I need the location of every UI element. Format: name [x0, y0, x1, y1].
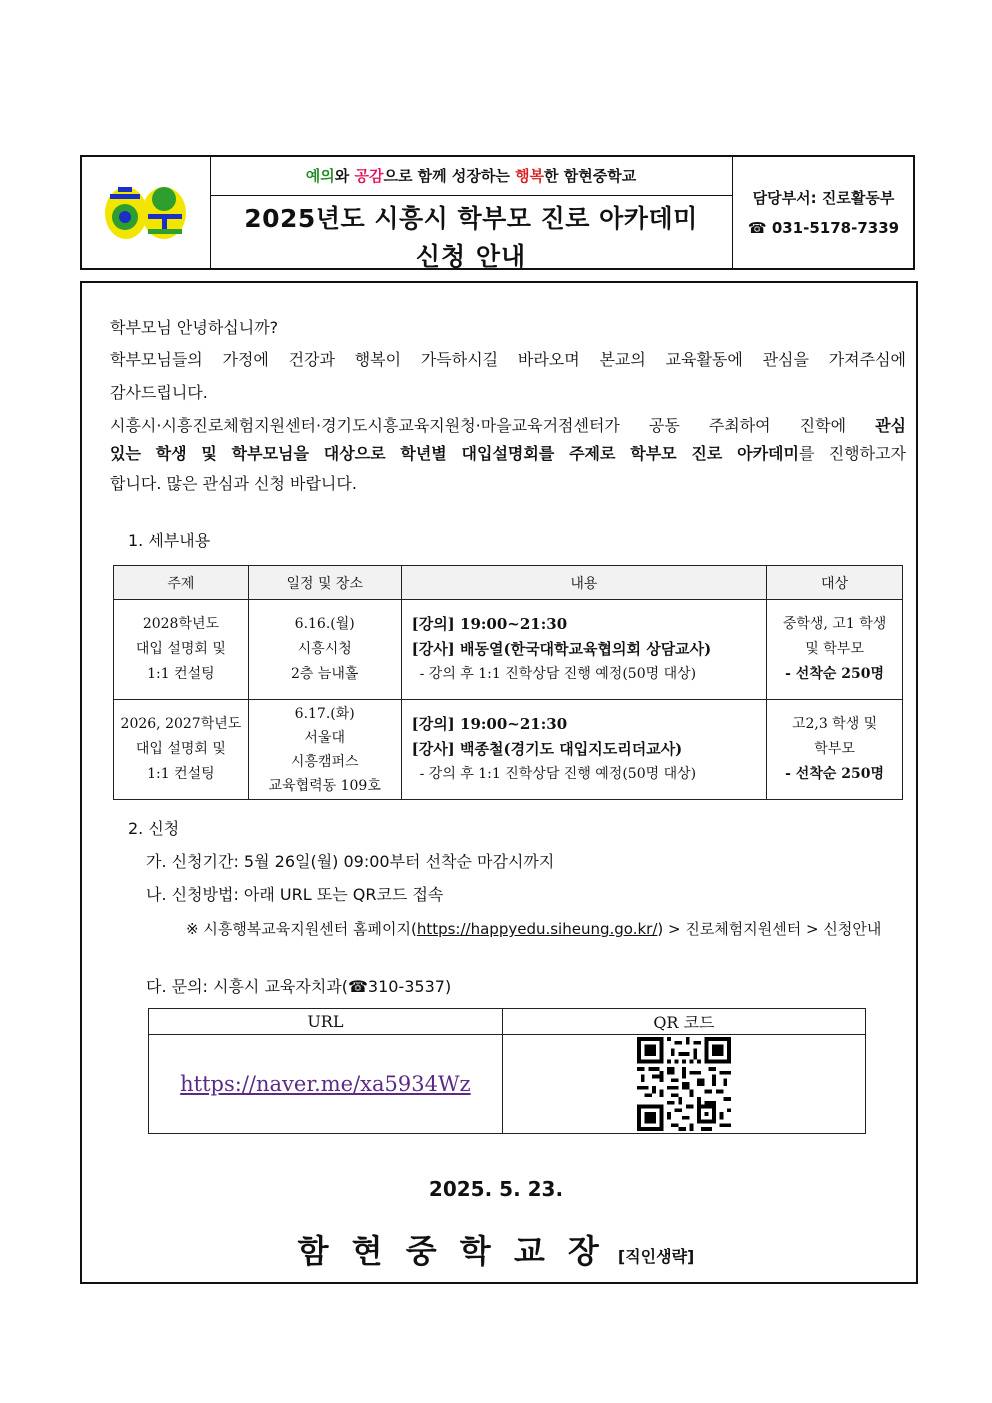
principal-name: 함 현 중 학 교 장 [297, 1232, 605, 1270]
topic-line: 1:1 컨설팅 [147, 666, 215, 682]
place-line: 2층 늠내홀 [290, 666, 359, 682]
school-slogan [210, 157, 732, 196]
place-line: 시흥시청 [297, 641, 352, 657]
slogan-text: 한 함현중학교 [544, 167, 637, 185]
slogan-word-empathy: 공감 [354, 167, 384, 185]
table-header-row [114, 566, 903, 600]
qr-cell [502, 1035, 865, 1134]
target-cell [767, 600, 903, 700]
place-line: 6.17.(화) [294, 705, 355, 722]
path-note-text: ) > 진로체험지원센터 > 신청안내 [657, 920, 882, 938]
seal-omitted-note: [직인생략] [617, 1247, 695, 1266]
body-emphasis: 관심 [875, 416, 906, 435]
header-schedule-place: 일정 및 장소 [248, 566, 401, 600]
content-cell [401, 700, 767, 800]
section2-title: 2. 신청 [128, 819, 180, 838]
consulting-note: - 강의 후 1:1 진학상담 진행 예정(50명 대상) [419, 666, 697, 682]
greeting: 학부모님 안녕하십니까? [110, 318, 279, 337]
topic-line: 대입 설명회 및 [135, 741, 226, 757]
slogan-text: 와 [334, 167, 355, 185]
signature [0, 1226, 992, 1272]
target-line: 고2,3 학생 및 [791, 716, 878, 732]
place-line: 6.16.(월) [294, 616, 355, 632]
body-text: 시흥시·시흥진로체험지원센터·경기도시흥교육지원청·마을교육거점센터가 공동 주최하여 진학에 [110, 416, 876, 435]
section1-title: 1. 세부내용 [128, 531, 211, 550]
target-line: 중학생, 고1 학생 [782, 616, 887, 632]
title-cell [210, 157, 732, 271]
target-line: 학부모 [814, 741, 855, 757]
header-target: 대상 [767, 566, 903, 600]
qr-code-icon[interactable] [637, 1037, 731, 1131]
place-line: 서울대 [304, 729, 345, 746]
slogan-word-courtesy: 예의 [305, 167, 335, 185]
header-topic: 주제 [114, 566, 249, 600]
body-text: 를 진행하고자 [798, 444, 906, 463]
path-note-text: ※ 시흥행복교육지원센터 홈페이지( [186, 920, 417, 938]
place-cell [248, 600, 401, 700]
topic-line: 2028학년도 [142, 616, 220, 632]
topic-line: 1:1 컨설팅 [147, 766, 215, 782]
path-note [186, 917, 886, 941]
department-cell [732, 157, 914, 268]
schedule-table [113, 565, 903, 800]
inquiry: 다. 문의: 시흥시 교육자치과(☎310-3537) [146, 977, 452, 996]
content-cell [401, 600, 767, 700]
department-name: 담당부서: 진로활동부 [752, 189, 895, 207]
header-url: URL [149, 1009, 503, 1035]
document-date: 2025. 5. 23. [428, 1177, 564, 1201]
target-capacity: - 선착순 250명 [785, 666, 885, 682]
document-title-line1: 2025년도 시흥시 학부모 진로 아카데미 [244, 204, 698, 233]
slogan-word-happiness: 행복 [515, 167, 545, 185]
consulting-note: - 강의 후 1:1 진학상담 진행 예정(50명 대상) [419, 766, 697, 782]
body-line-3: 합니다. 많은 관심과 신청 바랍니다. [110, 474, 357, 493]
link-table-header [149, 1009, 866, 1035]
apply-period: 가. 신청기간: 5월 26일(월) 09:00부터 선착순 마감시까지 [146, 852, 555, 871]
target-cell [767, 700, 903, 800]
url-cell [149, 1035, 503, 1134]
school-logo-icon [104, 181, 188, 243]
table-row [114, 700, 903, 800]
place-line: 시흥캠퍼스 [290, 753, 359, 770]
link-table [148, 1008, 866, 1134]
target-capacity: - 선착순 250명 [785, 766, 885, 782]
intro-line-2: 감사드립니다. [110, 383, 208, 402]
place-cell [248, 700, 401, 800]
topic-line: 2026, 2027학년도 [120, 716, 242, 732]
document-title-line2: 신청 안내 [415, 242, 527, 271]
apply-method: 나. 신청방법: 아래 URL 또는 QR코드 접속 [146, 885, 444, 904]
header-qr: QR 코드 [502, 1009, 865, 1035]
topic-line: 대입 설명회 및 [135, 641, 226, 657]
body-line-1 [110, 414, 906, 438]
place-line: 교육협력동 109호 [268, 777, 381, 794]
slogan-text: 으로 함께 성장하는 [383, 167, 516, 185]
topic-cell [114, 600, 249, 700]
header-box [80, 155, 915, 270]
table-row [114, 600, 903, 700]
application-url-link[interactable]: https://naver.me/xa5934Wz [180, 1072, 471, 1096]
header-content: 내용 [401, 566, 767, 600]
lecturer: [강사] 백종철(경기도 대입지도리더교사) [411, 740, 683, 758]
lecture-time: [강의] 19:00~21:30 [411, 715, 568, 733]
body-line-2 [110, 442, 906, 466]
lecturer: [강사] 배동열(한국대학교육협의회 상담교사) [411, 640, 712, 658]
department-phone: ☎ 031-5178-7339 [747, 219, 900, 237]
body-emphasis: 있는 학생 및 학부모님을 대상으로 학년별 대입설명회를 주제로 학부모 진로 아카데미 [110, 444, 799, 463]
topic-cell [114, 700, 249, 800]
lecture-time: [강의] 19:00~21:30 [411, 615, 568, 633]
logo-cell [82, 157, 211, 268]
link-table-row [149, 1035, 866, 1134]
homepage-link[interactable]: https://happyedu.siheung.go.kr/ [416, 920, 658, 938]
target-line: 및 학부모 [805, 641, 864, 657]
intro-line-1: 학부모님들의 가정에 건강과 행복이 가득하시길 바라오며 본교의 교육활동에 관심을 가져주심에 [110, 350, 906, 369]
